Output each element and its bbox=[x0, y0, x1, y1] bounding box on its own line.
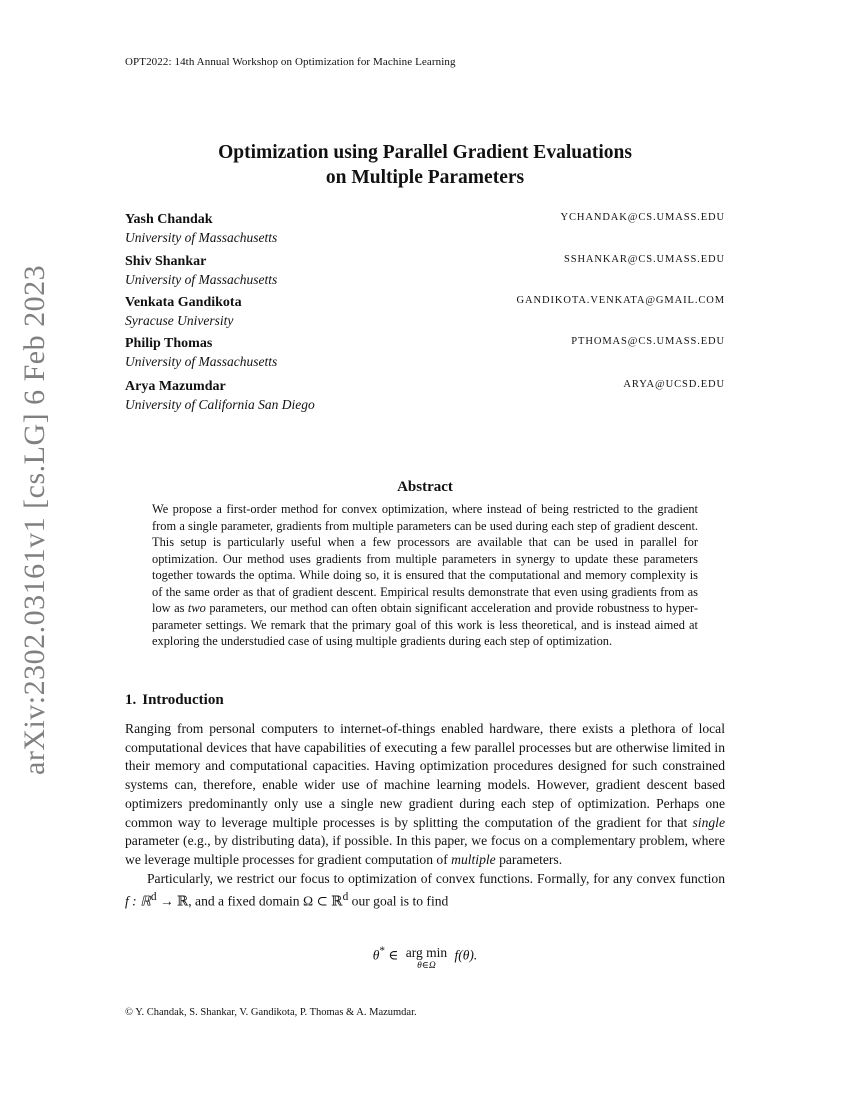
emphasis: multiple bbox=[451, 851, 496, 867]
argmin-subscript: θ∈Ω bbox=[417, 961, 436, 971]
display-equation bbox=[0, 945, 850, 972]
equation-relation: ∈ bbox=[388, 947, 399, 963]
argmin-label: arg min bbox=[405, 945, 448, 960]
author-affiliation: University of Massachusetts bbox=[125, 230, 278, 245]
author-affiliation: University of California San Diego bbox=[125, 397, 315, 412]
argmin-operator bbox=[406, 945, 447, 972]
author-affiliation: Syracuse University bbox=[125, 313, 234, 328]
author-email: ARYA@UCSD.EDU bbox=[623, 379, 725, 390]
author-email: PTHOMAS@CS.UMASS.EDU bbox=[571, 336, 725, 347]
emphasis: two bbox=[187, 601, 206, 615]
section-title: Introduction bbox=[142, 692, 224, 708]
author-email: SSHANKAR@CS.UMASS.EDU bbox=[563, 254, 725, 265]
author-block bbox=[125, 253, 725, 293]
author-affiliation: University of Massachusetts bbox=[125, 354, 278, 369]
author-affiliation: University of Massachusetts bbox=[125, 272, 278, 287]
section-number: 1. bbox=[125, 692, 137, 708]
title-line-1: Optimization using Parallel Gradient Evaluations bbox=[218, 142, 632, 163]
author-name: Arya Mazumdar bbox=[125, 379, 226, 394]
superscript: d bbox=[150, 891, 157, 904]
author-name: Yash Chandak bbox=[125, 212, 213, 227]
author-block bbox=[125, 294, 725, 334]
author-block bbox=[125, 335, 725, 375]
author-name: Philip Thomas bbox=[125, 336, 213, 351]
copyright-footer: © Y. Chandak, S. Shankar, V. Gandikota, P. Thomas & A. Mazumdar. bbox=[125, 1007, 417, 1018]
author-email: YCHANDAK@CS.UMASS.EDU bbox=[560, 212, 725, 223]
abstract-heading: Abstract bbox=[397, 479, 453, 495]
equation-rhs: f(θ). bbox=[454, 947, 478, 963]
author-name: Venkata Gandikota bbox=[125, 295, 242, 310]
emphasis: single bbox=[692, 814, 725, 830]
running-header: OPT2022: 14th Annual Workshop on Optimization for Machine Learning bbox=[125, 56, 456, 68]
paper-title bbox=[0, 140, 850, 190]
equation-lhs: θ bbox=[372, 947, 380, 963]
author-block bbox=[125, 211, 725, 251]
author-email: GANDIKOTA.VENKATA@GMAIL.COM bbox=[516, 295, 725, 306]
section-heading-introduction bbox=[125, 692, 224, 709]
title-line-2: on Multiple Parameters bbox=[325, 167, 525, 188]
author-block bbox=[125, 378, 725, 418]
abstract-body: We propose a first-order method for convex optimization, where instead of being restricted to the gradient from a single parameter, gradients from multiple parameters can be used during each step of gradient descent. This setup is particularly useful when a few processors are available that can be used in parallel for optimization. Our method uses gradients from multiple parameters in synergy to update these parameters together towards the optima. While doing so, it is ensured that the computational and memory complexity is of the same order as that of gradient descent. Empirical results demonstrate that even using gradients from as low as two parameters, our method can often obtain significant acceleration and provide robustness to hyper-parameter settings. We remark that the primary goal of this work is less theoretical, and is instead aimed at exploring the understudied case of using multiple gradients during each step of optimization. bbox=[152, 502, 699, 648]
paragraph: Particularly, we restrict our focus to optimization of convex functions. Formally, for any convex function f : ℝ$^d$ → ℝ, and a fixed domain Ω ⊂ ℝ$^d$ our goal is to find bbox=[125, 870, 725, 909]
author-name: Shiv Shankar bbox=[125, 254, 207, 269]
introduction-body bbox=[125, 720, 725, 912]
paragraph: Ranging from personal computers to internet-of-things enabled hardware, there exists a plethora of local computational devices that have capabilities of executing a few parallel processes but are otherwise limited in their memory and computational capacities. Having optimization procedures designed for such constrained systems can, therefore, enable wider use of machine learning models. However, gradient descent based optimizers predominantly only use a single new gradient during each step of optimization. Perhaps one common way to leverage multiple processes is by splitting the computation of the gradient for that single parameter (e.g., by distributing data), if possible. In this paper, we focus on a complementary problem, where we leverage multiple processes for gradient computation of multiple parameters. bbox=[125, 721, 725, 867]
superscript: d bbox=[342, 891, 349, 904]
equation-lhs-superscript: * bbox=[379, 945, 385, 957]
arxiv-identifier-stamp: arXiv:2302.03161v1 [cs.LG] 6 Feb 2023 bbox=[18, 264, 51, 775]
inline-math: f : ℝ bbox=[125, 893, 151, 909]
